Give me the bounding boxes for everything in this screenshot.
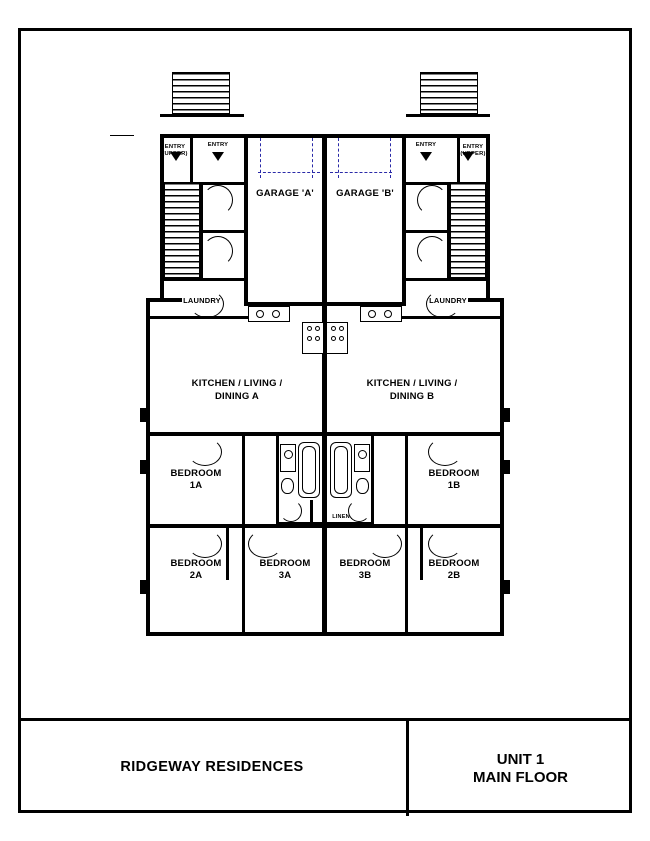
- room-label-garage-a: GARAGE 'A': [256, 188, 314, 199]
- room-label-bedroom-2b-line2: 2B: [447, 570, 461, 581]
- toilet-b: [356, 478, 369, 494]
- window-left-bedroom-1a: [140, 460, 147, 474]
- room-label-bedroom-1a-line1: BEDROOM: [170, 468, 222, 479]
- door-swing-bedroom-3a: [248, 530, 282, 558]
- door-swing-bedroom-1a: [188, 438, 222, 466]
- room-label-kitchen-b-line1: KITCHEN / LIVING /: [366, 378, 458, 389]
- room-label-kitchen-a-line1: KITCHEN / LIVING /: [191, 378, 283, 389]
- sheet-title-line2: MAIN FLOOR: [473, 769, 568, 786]
- room-label-kitchen-b-line2: DINING B: [389, 391, 435, 402]
- sheet-title: [409, 751, 632, 787]
- door-swing-bedroom-3b: [368, 530, 402, 558]
- interior-stair-left: [164, 182, 200, 278]
- toilet-a: [281, 478, 294, 494]
- entry-arrow-upper-right: [462, 152, 474, 161]
- door-swing-laundry-left: [190, 290, 224, 318]
- bedroom-3b-2b-wall: [405, 528, 408, 636]
- bedroom-1a-wall: [242, 436, 245, 524]
- bath-wall-a-left: [276, 436, 279, 524]
- room-label-entry-upper-left-line2: (UPPER): [162, 151, 188, 157]
- lower-bedroom-wall: [146, 524, 504, 528]
- closet-wall-2b: [420, 528, 423, 580]
- burner-left-2: [272, 310, 280, 318]
- exterior-wall-top-right: [406, 134, 490, 138]
- room-label-bedroom-3a-line2: 3A: [278, 570, 292, 581]
- room-label-entry-right: ENTRY: [415, 142, 437, 148]
- door-swing-closet-right: [417, 236, 447, 266]
- closet-wall-right: [406, 230, 450, 233]
- window-left-living: [140, 408, 147, 422]
- party-wall-center: [322, 134, 327, 636]
- burner-c5: [331, 326, 336, 331]
- burner-c3: [307, 336, 312, 341]
- door-swing-closet-left: [203, 236, 233, 266]
- vanity-sink-b: [358, 450, 367, 459]
- window-left-bedroom-2a: [140, 580, 147, 594]
- exterior-wall-top-left: [160, 134, 244, 138]
- vanity-sink-a: [284, 450, 293, 459]
- exterior-stair-left: [172, 72, 230, 114]
- centerline-mark: [110, 135, 134, 136]
- burner-c1: [307, 326, 312, 331]
- burner-c8: [339, 336, 344, 341]
- appliance-left: [302, 322, 324, 354]
- room-label-laundry-left: LAUNDRY: [183, 296, 221, 305]
- room-label-bedroom-1b-line2: 1B: [447, 480, 461, 491]
- room-label-bedroom-2a-line1: BEDROOM: [170, 558, 222, 569]
- room-label-entry-upper-right-line2: (UPPER): [460, 151, 486, 157]
- room-label-bedroom-3b-line1: BEDROOM: [339, 558, 391, 569]
- exterior-stair-right: [420, 72, 478, 114]
- room-label-laundry-right: LAUNDRY: [429, 296, 467, 305]
- door-swing-bedroom-2a: [188, 530, 222, 558]
- window-right-bedroom-1b: [503, 460, 510, 474]
- room-label-bedroom-3b-line2: 3B: [358, 570, 372, 581]
- bedroom-wing-wall: [146, 432, 504, 436]
- burner-right-1: [368, 310, 376, 318]
- entry-arrow-left: [212, 152, 224, 161]
- linen-wall: [310, 500, 313, 522]
- closet-wall-left: [200, 230, 244, 233]
- room-label-entry-upper-right-line1: ENTRY: [462, 144, 484, 150]
- room-label-entry-upper-left-line1: ENTRY: [164, 144, 186, 150]
- window-right-living: [503, 408, 510, 422]
- bath-wall-b-right: [371, 436, 374, 524]
- burner-c6: [339, 326, 344, 331]
- window-right-bedroom-2b: [503, 580, 510, 594]
- laundry-top-wall-left: [164, 278, 244, 281]
- landing-wall-right: [406, 114, 490, 117]
- door-swing-laundry-right: [426, 290, 460, 318]
- room-label-kitchen-a-line2: DINING A: [215, 391, 259, 402]
- entry-partition-right: [457, 138, 460, 182]
- interior-stair-right: [450, 182, 486, 278]
- entry-partition-left: [190, 138, 193, 182]
- landing-wall-left: [160, 114, 244, 117]
- room-label-bedroom-2b-line1: BEDROOM: [428, 558, 480, 569]
- entry-arrow-upper-left: [170, 152, 182, 161]
- garage-a-left-wall: [244, 134, 248, 306]
- entry-arrow-right: [420, 152, 432, 161]
- door-swing-stair-right: [417, 185, 447, 215]
- burner-left-1: [256, 310, 264, 318]
- burner-c4: [315, 336, 320, 341]
- burner-c2: [315, 326, 320, 331]
- counter-left: [248, 306, 290, 322]
- title-block: [18, 718, 632, 813]
- counter-right: [360, 306, 402, 322]
- bathtub-a-inner: [302, 446, 316, 494]
- room-label-garage-b: GARAGE 'B': [336, 188, 394, 199]
- room-label-bedroom-2a-line2: 2A: [189, 570, 203, 581]
- burner-right-2: [384, 310, 392, 318]
- door-swing-bedroom-2b: [428, 530, 462, 558]
- project-name: RIDGEWAY RESIDENCES: [120, 759, 304, 775]
- door-swing-stair-left: [203, 185, 233, 215]
- room-label-bedroom-3a-line1: BEDROOM: [259, 558, 311, 569]
- room-label-entry-left: ENTRY: [207, 142, 229, 148]
- garage-b-door-line-h: [330, 172, 392, 173]
- burner-c7: [331, 336, 336, 341]
- room-label-bedroom-1b-line1: BEDROOM: [428, 468, 480, 479]
- room-label-bedroom-1a-line2: 1A: [189, 480, 203, 491]
- room-label-linen: LINEN: [332, 514, 350, 520]
- door-swing-bath-b: [348, 500, 370, 522]
- laundry-top-wall-right: [406, 278, 486, 281]
- closet-wall-2a: [226, 528, 229, 580]
- garage-a-door-line-h: [258, 172, 320, 173]
- bedroom-2a-3a-wall: [242, 528, 245, 636]
- floor-plan: [130, 60, 520, 645]
- sheet-title-line1: UNIT 1: [496, 751, 545, 768]
- appliance-right: [326, 322, 348, 354]
- door-swing-bedroom-1b: [428, 438, 462, 466]
- bathtub-b-inner: [334, 446, 348, 494]
- door-swing-bath-a: [280, 500, 302, 522]
